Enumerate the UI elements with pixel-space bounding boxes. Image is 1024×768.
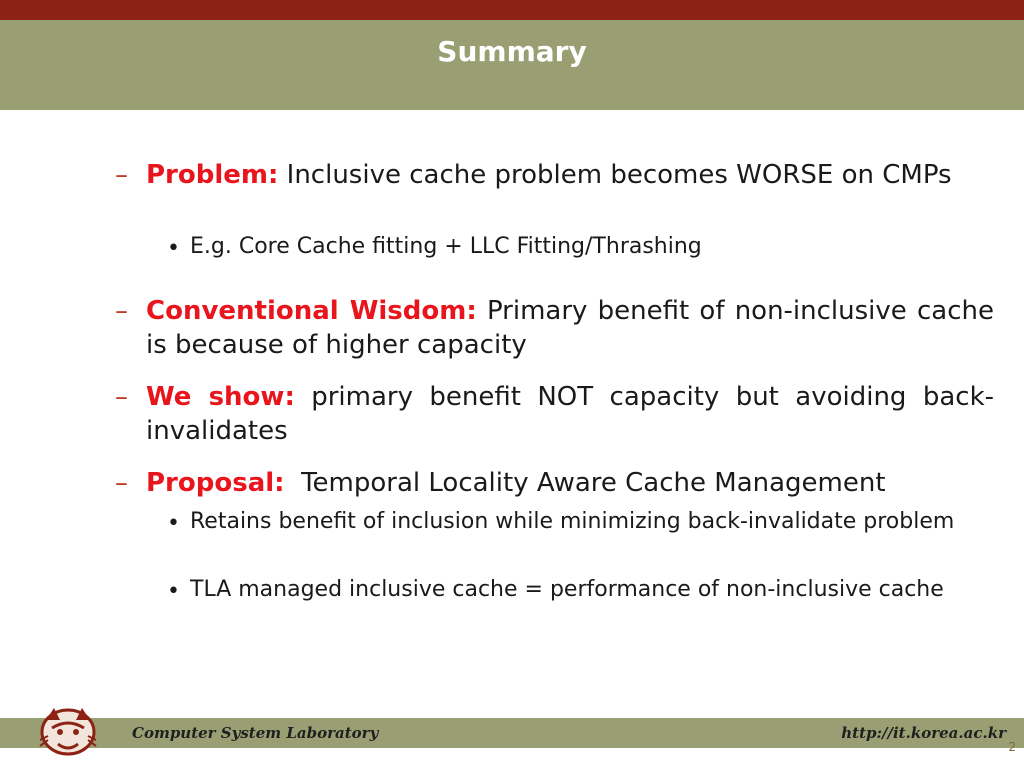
page-number: 2: [1008, 740, 1016, 754]
dash-bullet-icon: –: [115, 296, 128, 326]
dash-bullet-icon: –: [115, 468, 128, 498]
bullet-proposal: [146, 466, 994, 500]
sub-bullet-item: TLA managed inclusive cache = performance of non-inclusive cache: [190, 577, 944, 602]
bullet-keyword: Proposal:: [146, 468, 285, 498]
slide-title: Summary: [437, 35, 587, 68]
bullet-text: Primary benefit of non-inclusive cache is because of higher capacity: [146, 296, 994, 360]
bullet-text: Inclusive cache problem becomes WORSE on CMPs: [278, 160, 952, 190]
footer-url: http://it.korea.ac.kr: [841, 724, 1006, 742]
bullet-keyword: We show:: [146, 382, 295, 412]
sub-bullet-item: Retains benefit of inclusion while minimizing back-invalidate problem: [190, 509, 955, 534]
bullet-conventional-wisdom: [146, 294, 994, 362]
bullet-text: primary benefit NOT capacity but avoiding back-invalidates: [146, 382, 995, 446]
bullet-keyword: Conventional Wisdom:: [146, 296, 477, 326]
footer-lab-name: Computer System Laboratory: [132, 724, 379, 742]
dot-bullet-icon: •: [167, 579, 180, 604]
dot-bullet-icon: •: [167, 511, 180, 536]
bullet-problem: [146, 158, 994, 192]
bullet-we-show: [146, 380, 994, 448]
tiger-logo-icon: [28, 700, 108, 760]
dash-bullet-icon: –: [115, 382, 128, 412]
bullet-keyword: Problem:: [146, 160, 279, 190]
dash-bullet-icon: –: [115, 160, 128, 190]
bullet-text: Temporal Locality Aware Cache Management: [284, 468, 886, 498]
sub-bullet-item: E.g. Core Cache fitting + LLC Fitting/Thrashing: [190, 234, 702, 259]
dot-bullet-icon: •: [167, 236, 180, 261]
